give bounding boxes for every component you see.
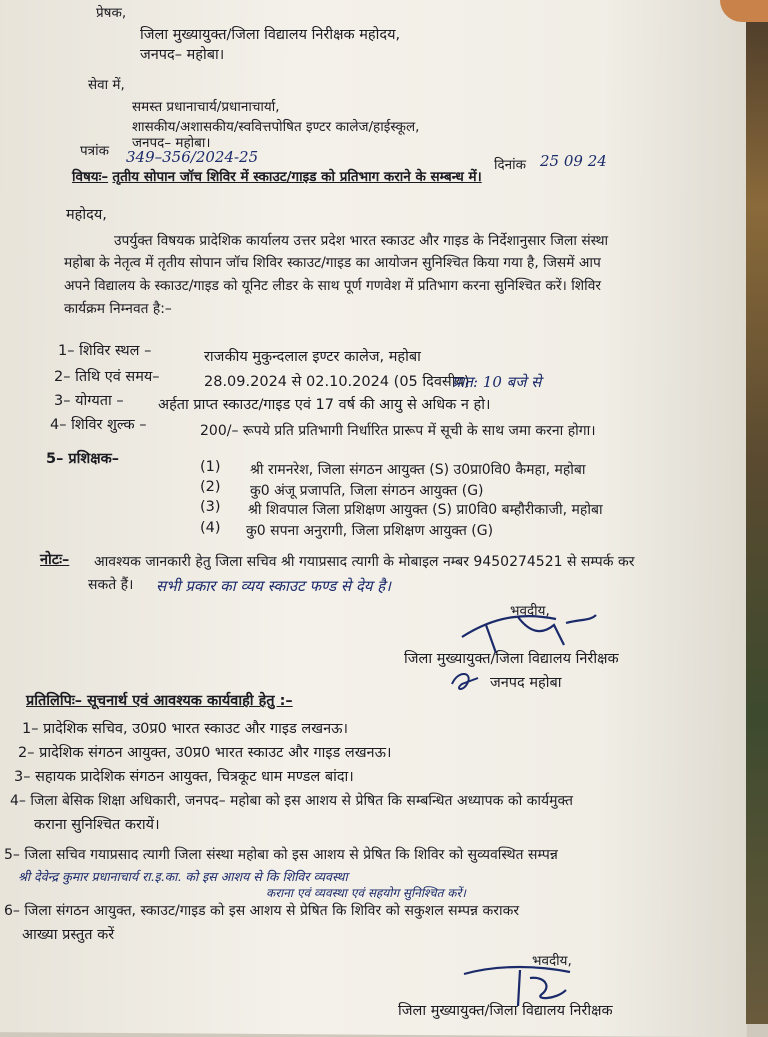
para-line3: अपने विद्यालय के स्काउट/गाइड को यूनिट लीडर के साथ पूर्ण गणवेश में प्रतिभाग करना सुनिश्चित करें। शिविर (64, 278, 602, 294)
signature2-line1: जिला मुख्यायुक्त/जिला विद्यालय निरीक्षक (398, 1003, 613, 1019)
trainers-label: 5– प्रशिक्षक– (46, 451, 120, 467)
trainer-num: (1) (200, 459, 221, 475)
detail-value: राजकीय मुकुन्दलाल इण्टर कालेज, महोबा (204, 349, 421, 365)
detail-label: 1– शिविर स्थल – (58, 343, 152, 359)
closing: भवदीय, (510, 603, 550, 619)
signature-mark (456, 605, 606, 655)
trainer-text: कु0 अंजू प्रजापति, जिला संगठन आयुक्त (G) (250, 483, 484, 499)
trainer-num: (2) (200, 479, 221, 495)
copy-item: 6– जिला संगठन आयुक्त, स्काउट/गाइड को इस आशय से प्रेषित कि शिविर को सकुशल सम्पन्न कराकर (4, 903, 520, 919)
subject-text: तृतीय सोपान जॉच शिविर में स्काउट/गाइड को प्रतिभाग कराने के सम्बन्ध में। (112, 169, 482, 185)
signature1-line1: जिला मुख्यायुक्त/जिला विद्यालय निरीक्षक (404, 651, 619, 667)
background-edge (746, 0, 768, 1024)
date-value: 25 09 24 (540, 152, 607, 170)
copy-item: 3– सहायक प्रादेशिक संगठन आयुक्त, चित्रकूट धाम मण्डल बांदा। (14, 769, 354, 785)
note-label: नोटः– (40, 552, 70, 568)
trainer-num: (4) (200, 520, 221, 536)
copy-item: 2– प्रादेशिक संगठन आयुक्त, उ0प्र0 भारत स्काउट और गाइड लखनऊ। (18, 745, 392, 761)
detail-label: 4– शिविर शुल्क – (50, 417, 147, 433)
salutation: महोदय, (66, 207, 107, 223)
copy-handwritten-line1: श्री देवेन्द्र कुमार प्रधानाचार्य रा.इ.का. को इस आशय से कि शिविर व्यवस्था (18, 869, 348, 884)
to-line1: समस्त प्रधानाचार्य/प्रधानाचार्या, (132, 99, 280, 115)
para-line1: उपर्युक्त विषयक प्रादेशिक कार्यालय उत्तर प्रदेश भारत स्काउट और गाइड के निर्देशानुसार जिला संस्था (114, 233, 609, 249)
from-line1: जिला मुख्यायुक्त/जिला विद्यालय निरीक्षक महोदय, (140, 27, 401, 43)
detail-handwritten-note: प्रात: 10 बजे से (452, 373, 542, 391)
detail-value: 200/– रूपये प्रति प्रतिभागी निर्धारित प्रारूप में सूची के साथ जमा करना होगा। (200, 423, 596, 439)
para-line2: महोबा के नेतृत्व में तृतीय सोपान जॉच शिविर स्काउट/गाइड का आयोजन सुनिश्चित किया गया है, जिसमें आप (64, 255, 601, 271)
copy-item: 4– जिला बेसिक शिक्षा अधिकारी, जनपद– महोबा को इस आशय से प्रेषित कि सम्बन्धित अध्यापक को कार्यमुक्त (10, 793, 574, 809)
to-line3: जनपद– महोबा। (132, 135, 211, 151)
trainer-text: कु0 सपना अनुरागी, जिला प्रशिक्षण आयुक्त (G) (246, 523, 494, 539)
ref-value: 349–356/2024-25 (126, 148, 259, 166)
from-label: प्रेषक, (96, 5, 127, 21)
note-line2: सकते हैं। (88, 577, 134, 593)
subject-line (72, 168, 482, 186)
to-label: सेवा में, (88, 77, 125, 93)
detail-value: 28.09.2024 से 02.10.2024 (05 दिवसीय) (204, 374, 470, 390)
from-line2: जनपद– महोबा। (140, 47, 225, 63)
detail-value: अर्हता प्राप्त स्काउट/गाइड एवं 17 वर्ष की आयु से अधिक न हो। (158, 397, 491, 413)
ref-label: पत्रांक (80, 143, 109, 159)
to-line2: शासकीय/अशासकीय/स्ववित्तपोषित इण्टर कालेज/हाईस्कूल, (132, 119, 420, 135)
para-line4: कार्यक्रम निम्नवत है:– (64, 301, 172, 317)
subject-label: विषयः– (72, 169, 109, 185)
trainer-text: श्री शिवपाल जिला प्रशिक्षण आयुक्त (S) प्रा0वि0 बम्हौरीकाजी, महोबा (248, 502, 603, 518)
detail-label: 2– तिथि एवं समय– (54, 369, 160, 385)
copy-item-continued: कराना सुनिश्चित करायें। (34, 817, 160, 833)
copy-heading: प्रतिलिपिः– सूचनार्थ एवं आवश्यक कार्यवाही हेतु :– (26, 693, 293, 709)
copy-item-continued: आख्या प्रस्तुत करें (22, 927, 115, 943)
copy-item: 1– प्रादेशिक सचिव, उ0प्र0 भारत स्काउट और गाइड लखनऊ। (22, 721, 348, 737)
detail-label: 3– योग्यता – (54, 393, 124, 409)
date-label: दिनांक (494, 157, 527, 173)
closing: भवदीय, (532, 953, 572, 969)
trainer-text: श्री रामनरेश, जिला संगठन आयुक्त (S) उ0प्रा0वि0 कैमहा, महोबा (250, 462, 586, 478)
copy-handwritten-line2: कराना एवं व्यवस्था एवं सहयोग सुनिश्चित करें। (266, 886, 466, 900)
note-line1: आवश्यक जानकारी हेतु जिला सचिव श्री गयाप्रसाद त्यागी के मोबाइल नम्बर 9450274521 से सम्पर्क कर (94, 554, 635, 570)
note-handwritten: सभी प्रकार का व्यय स्काउट फण्ड से देय है। (156, 577, 391, 595)
copy-item: 5– जिला सचिव गयाप्रसाद त्यागी जिला संस्था महोबा को इस आशय से प्रेषित कि शिविर को सुव्यवस्थित सम्पन्न (4, 847, 558, 863)
trainer-num: (3) (200, 499, 221, 515)
initials-mark (448, 664, 484, 698)
signature1-line2: जनपद महोबा (490, 675, 562, 691)
